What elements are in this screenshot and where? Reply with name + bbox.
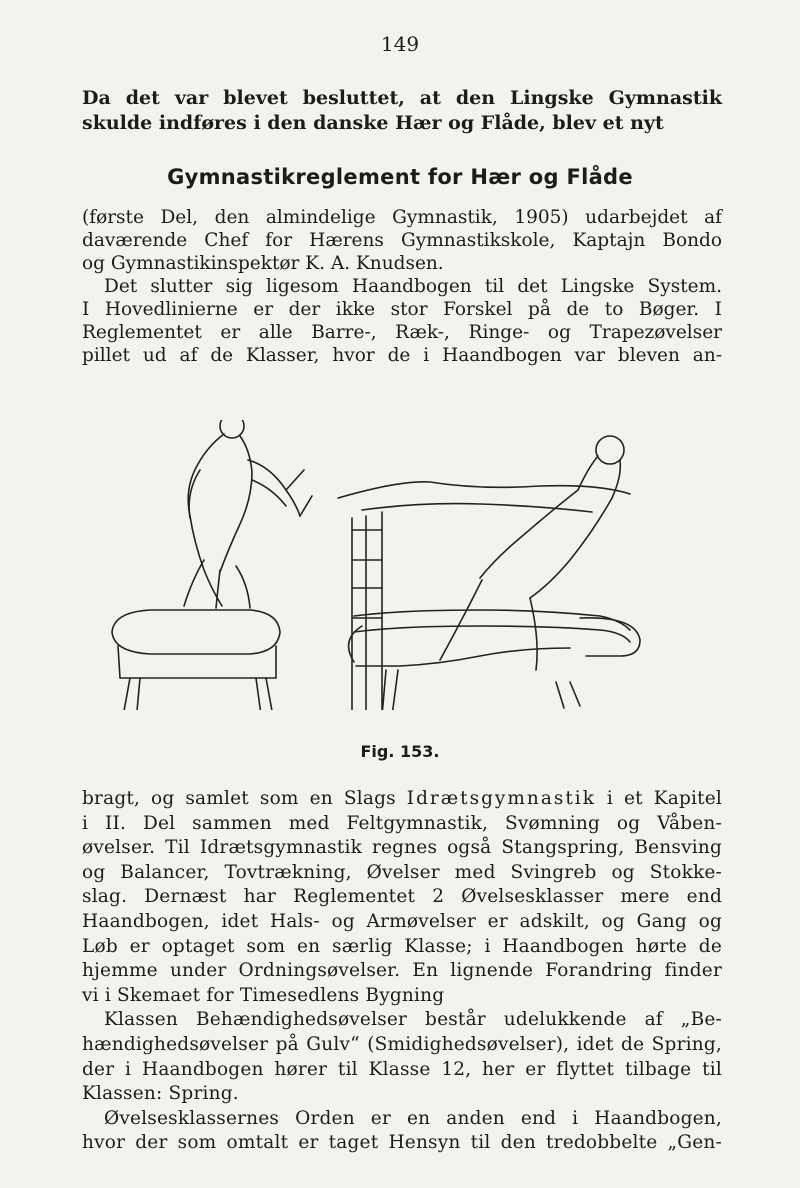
text-line: Da det var blevet besluttet, at den Lingske Gymnastik xyxy=(82,87,722,109)
text-line: vi i Skemaet for Timesedlens Bygning xyxy=(82,984,445,1006)
text-run: i et Kapitel xyxy=(595,788,723,809)
text-line: Haandbogen, idet Hals- og Armøvelser er adskilt, og Gang og xyxy=(82,910,722,932)
text-line: daværende Chef for Hærens Gymnastikskole, Kaptajn Bondo xyxy=(82,230,722,251)
section-heading: Gymnastikreglement for Hær og Flåde xyxy=(167,165,633,189)
text-line: i II. Del sammen med Feltgymnastik, Svømning og Våben- xyxy=(82,812,722,834)
text-line: hjemme under Ordningsøvelser. En lignende Forandring finder xyxy=(82,960,722,982)
emphasized-term: Idrætsgymnastik xyxy=(406,788,596,809)
page-number: 149 xyxy=(380,32,420,56)
text-line: hændighedsøvelser på Gulv“ (Smidighedsøvelser), idet de Spring, xyxy=(82,1033,722,1055)
text-line: slag. Dernæst har Reglementet 2 Øvelsesklasser mere end xyxy=(82,886,722,908)
text-line: øvelser. Til Idrætsgymnastik regnes også Stangspring, Bensving xyxy=(82,837,722,859)
bar-figure-illustration xyxy=(338,436,640,710)
text-line: hvor der som omtalt er taget Hensyn til den tredobbelte „Gen- xyxy=(82,1132,722,1154)
vaulting-figure-illustration xyxy=(112,420,312,710)
text-line: der i Haandbogen hører til Klasse 12, her er flyttet tilbage til xyxy=(82,1058,722,1080)
figure-caption: Fig. 153. xyxy=(360,742,440,761)
body-paragraph xyxy=(82,787,722,1156)
text-line: og Gymnastikinspektør K. A. Knudsen. xyxy=(82,253,444,274)
text-line xyxy=(82,787,722,812)
figure-153 xyxy=(100,420,700,710)
text-line: Reglementet er alle Barre-, Ræk-, Ringe- og Trapezøvelser xyxy=(82,322,722,343)
text-run: bragt, og samlet som en Slags xyxy=(82,788,407,809)
text-line: (første Del, den almindelige Gymnastik, 1905) udarbejdet af xyxy=(82,207,722,228)
intro-paragraph xyxy=(82,86,722,136)
text-line: I Hovedlinierne er der ikke stor Forskel på de to Bøger. I xyxy=(82,299,722,320)
text-line: Klassen Behændighedsøvelser består udelukkende af „Be- xyxy=(104,1009,722,1031)
text-line: pillet ud af de Klasser, hvor de i Haandbogen var bleven an- xyxy=(82,345,722,366)
text-line: Løb er optaget som en særlig Klasse; i Haandbogen hørte de xyxy=(82,935,722,957)
reglement-paragraph xyxy=(82,206,722,367)
text-line: Det slutter sig ligesom Haandbogen til det Lingske System. xyxy=(104,276,722,297)
text-line: Øvelsesklassernes Orden er en anden end i Haandbogen, xyxy=(104,1107,722,1129)
text-line: Klassen: Spring. xyxy=(82,1083,239,1105)
text-line: skulde indføres i den danske Hær og Flåde, blev et nyt xyxy=(82,112,664,134)
text-line: og Balancer, Tovtrækning, Øvelser med Svingreb og Stokke- xyxy=(82,861,722,883)
